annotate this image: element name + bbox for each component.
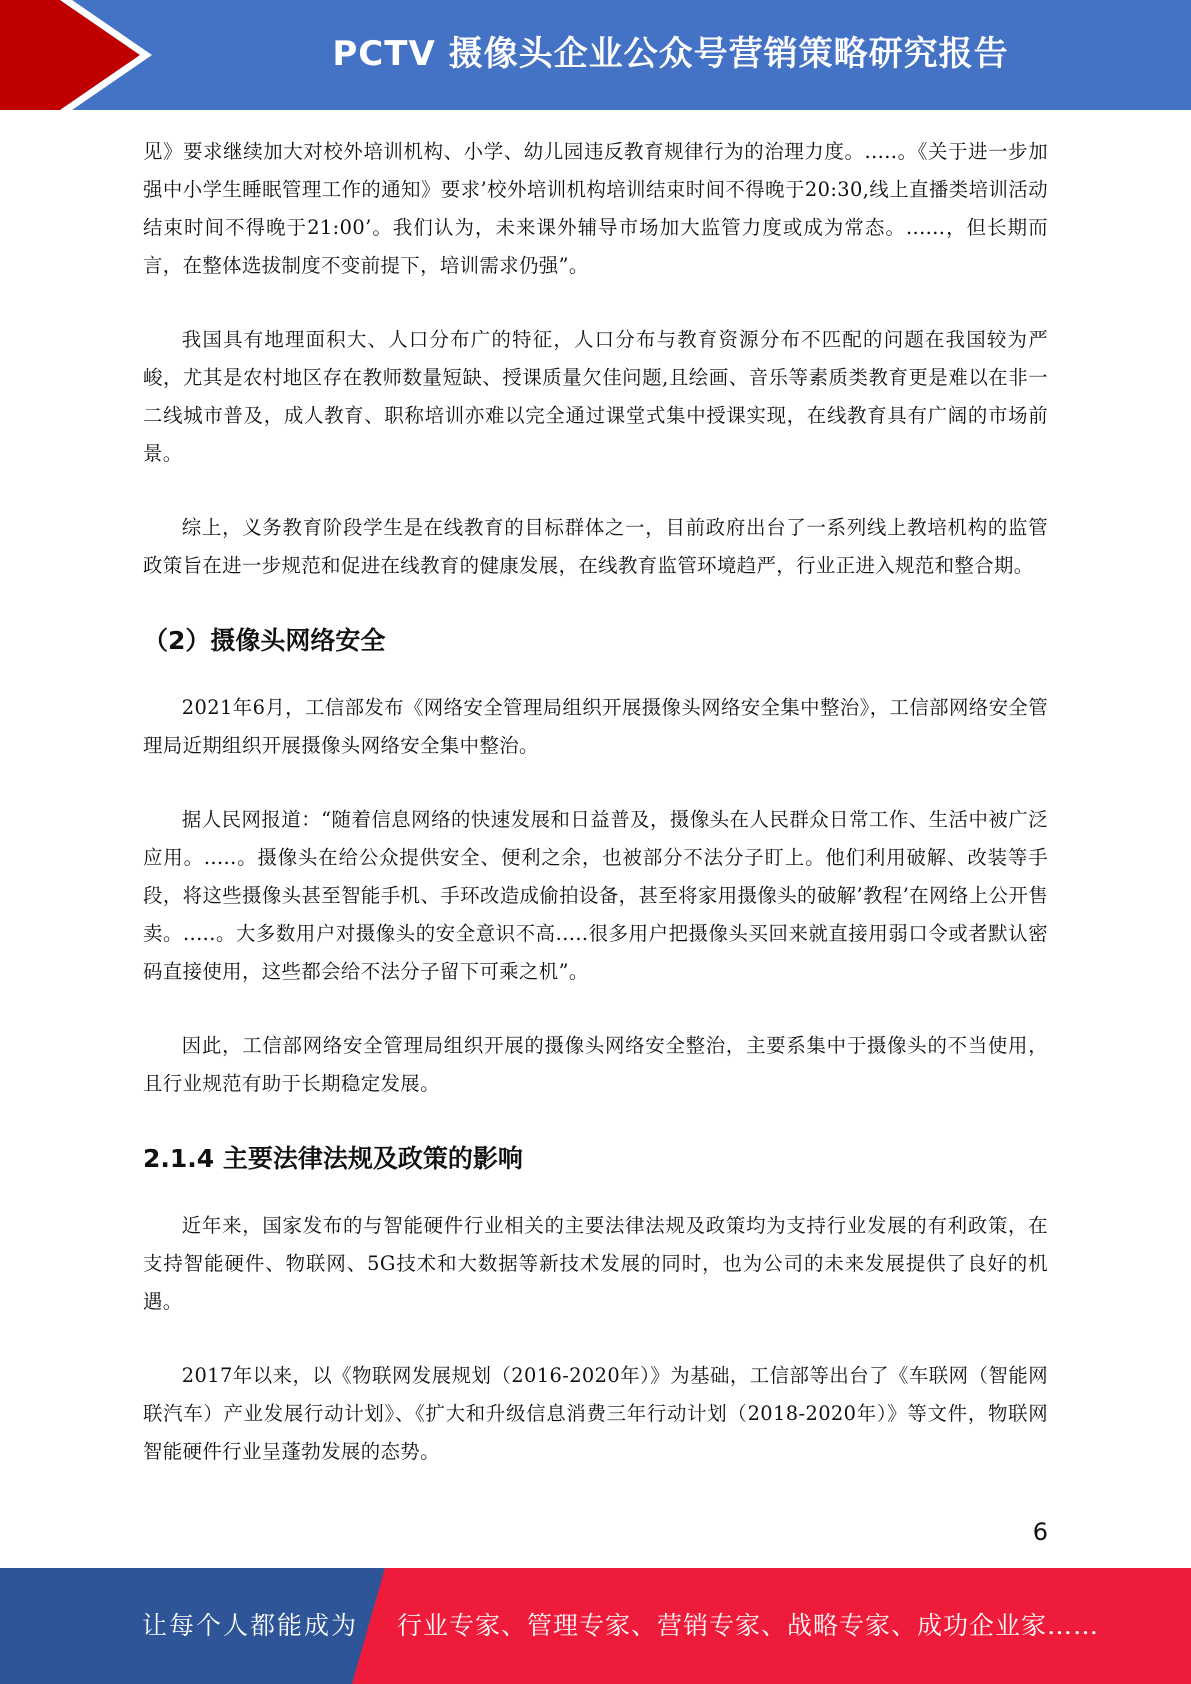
paragraph: 综上，义务教育阶段学生是在线教育的目标群体之一，目前政府出台了一系列线上教培机构的监管政策旨在进一步规范和促进在线教育的健康发展，在线教育监管环境趋严，行业正进入规范和整合期。 <box>143 516 1048 577</box>
paragraph: 我国具有地理面积大、人口分布广的特征，人口分布与教育资源分布不匹配的问题在我国较为严峻，尤其是农村地区存在教师数量短缺、授课质量欠佳问题,且绘画、音乐等素质类教育更是难以在非一二线城市普及，成人教育、职称培训亦难以完全通过课堂式集中授课实现，在线教育具有广阔的市场前景。 <box>143 328 1048 465</box>
report-title: PCTV 摄像头企业公众号营销策略研究报告 <box>332 34 1009 74</box>
paragraph: 因此，工信部网络安全管理局组织开展的摄像头网络安全整治，主要系集中于摄像头的不当使用，且行业规范有助于长期稳定发展。 <box>143 1034 1048 1095</box>
page-footer <box>0 1568 1191 1684</box>
section-heading: 2.1.4 主要法律法规及政策的影响 <box>143 1144 523 1173</box>
page-body <box>143 133 1048 1507</box>
footer-slogan-right: 行业专家、管理专家、营销专家、战略专家、成功企业家…… <box>397 1611 1100 1640</box>
footer-slogan-left: 让每个人都能成为 <box>142 1611 359 1640</box>
page-number: 6 <box>1032 1518 1048 1546</box>
paragraph: 见》要求继续加大对校外培训机构、小学、幼儿园违反教育规律行为的治理力度。.....。《关于进一步加强中小学生睡眠管理工作的通知》要求’校外培训机构培训结束时间不得晚于20:30,线上直播类培训活动结束时间不得晚于21:00’。我们认为，未来课外辅导市场加大监管力度或成为常态。......，但长期而言，在整体选拔制度不变前提下，培训需求仍强”。 <box>143 140 1048 277</box>
header-arrow-decoration <box>0 0 160 110</box>
paragraph: 2021年6月，工信部发布《网络安全管理局组织开展摄像头网络安全集中整治》，工信部网络安全管理局近期组织开展摄像头网络安全集中整治。 <box>143 696 1048 757</box>
page-header <box>0 0 1191 110</box>
section-heading: （2）摄像头网络安全 <box>143 626 386 655</box>
paragraph: 2017年以来，以《物联网发展规划（2016-2020年）》为基础，工信部等出台了《车联网（智能网联汽车）产业发展行动计划》、《扩大和升级信息消费三年行动计划（2018-2020年）》等文件，物联网智能硬件行业呈蓬勃发展的态势。 <box>143 1364 1048 1463</box>
paragraph: 据人民网报道：“随着信息网络的快速发展和日益普及，摄像头在人民群众日常工作、生活中被广泛应用。.....。摄像头在给公众提供安全、便利之余，也被部分不法分子盯上。他们利用破解、改装等手段，将这些摄像头甚至智能手机、手环改造成偷拍设备，甚至将家用摄像头的破解’教程’在网络上公开售卖。.....。大多数用户对摄像头的安全意识不高.....很多用户把摄像头买回来就直接用弱口令或者默认密码直接使用，这些都会给不法分子留下可乘之机”。 <box>143 808 1048 983</box>
paragraph: 近年来，国家发布的与智能硬件行业相关的主要法律法规及政策均为支持行业发展的有利政策，在支持智能硬件、物联网、5G技术和大数据等新技术发展的同时，也为公司的未来发展提供了良好的机遇。 <box>143 1214 1048 1313</box>
